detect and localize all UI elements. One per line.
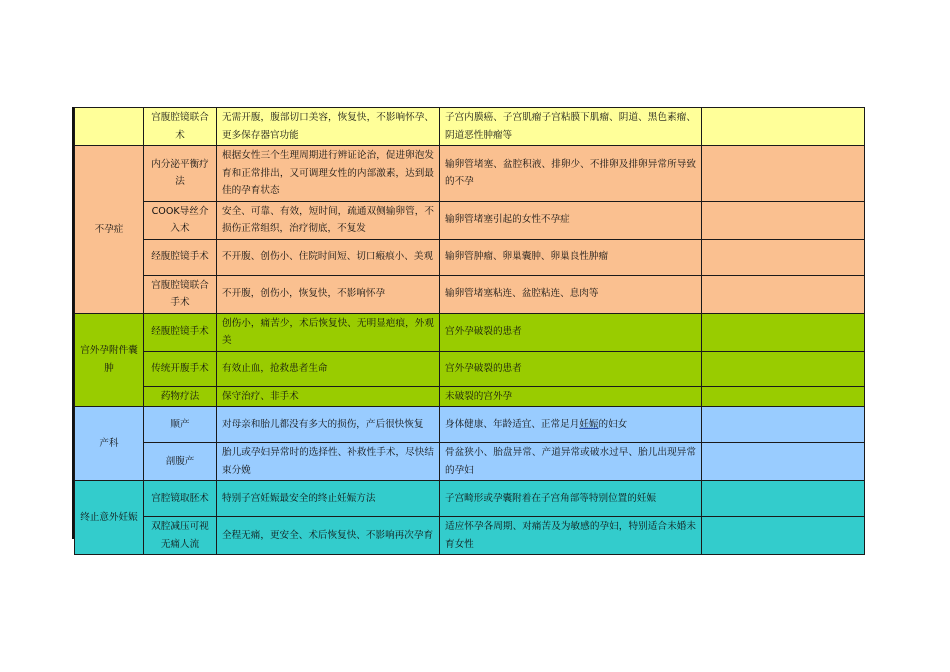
method-cell: 宫腹腔镜联合手术 (144, 275, 217, 313)
method-cell: 传统开腹手术 (144, 351, 217, 386)
indication-cell: 输卵管堵塞粘连、盆腔粘连、息肉等 (440, 275, 702, 313)
category-cell: 宫外孕附件囊肿 (75, 313, 144, 407)
description-cell: 对母亲和胎儿都没有多大的损伤，产后很快恢复 (217, 407, 440, 443)
method-cell: 药物疗法 (144, 386, 217, 407)
description-cell: 安全、可靠、有效，短时间，疏通双侧输卵管，不损伤正常组织，治疗彻底，不复发 (217, 201, 440, 239)
indication-cell: 宫外孕破裂的患者 (440, 351, 702, 386)
blank-cell (702, 313, 865, 351)
table-row (75, 108, 865, 146)
method-cell: 双腔减压可视无痛人流 (144, 517, 217, 555)
table-row (75, 146, 865, 202)
indication-cell: 输卵管堵塞引起的女性不孕症 (440, 201, 702, 239)
method-cell: 经腹腔镜手术 (144, 239, 217, 275)
indication-cell: 适应怀孕各周期、对痛苦及为敏感的孕妇，特别适合未婚未育女性 (440, 517, 702, 555)
table-row (75, 407, 865, 443)
table-row (75, 481, 865, 517)
table-row (75, 386, 865, 407)
method-cell: 顺产 (144, 407, 217, 443)
indication-cell: 未破裂的宫外孕 (440, 386, 702, 407)
table-row (75, 517, 865, 555)
description-cell: 无需开腹，腹部切口美容，恢复快，不影响怀孕、更多保存器官功能 (217, 108, 440, 146)
description-cell: 不开腹、创伤小、住院时间短、切口瘢痕小、美观 (217, 239, 440, 275)
blank-cell (702, 351, 865, 386)
description-cell: 保守治疗、非手术 (217, 386, 440, 407)
blank-cell (702, 275, 865, 313)
blank-cell (702, 108, 865, 146)
indication-cell: 子宫畸形或孕囊附着在子宫角部等特别位置的妊娠 (440, 481, 702, 517)
indication-cell: 宫外孕破裂的患者 (440, 313, 702, 351)
blank-cell (702, 239, 865, 275)
method-cell: 经腹腔镜手术 (144, 313, 217, 351)
table-row (75, 351, 865, 386)
method-cell: 宫腹腔镜联合术 (144, 108, 217, 146)
indication-cell (440, 407, 702, 443)
description-cell: 创伤小，痛苦少，术后恢复快、无明显疤痕，外观美 (217, 313, 440, 351)
treatment-table (74, 107, 865, 555)
description-cell: 根据女性三个生理周期进行辨证论治，促进卵泡发育和正常排出，又可调理女性的内部激素，达到最佳的孕育状态 (217, 146, 440, 202)
table-row (75, 275, 865, 313)
indication-cell: 输卵管肿瘤、卵巢囊肿、卵巢良性肿瘤 (440, 239, 702, 275)
indication-text: 的妇女 (598, 418, 628, 430)
method-cell: 内分泌平衡疗法 (144, 146, 217, 202)
blank-cell (702, 407, 865, 443)
blank-cell (702, 201, 865, 239)
method-cell: COOK导丝介入术 (144, 201, 217, 239)
blank-cell (702, 443, 865, 481)
indication-cell: 骨盆狭小、胎盘异常、产道异常或破水过早、胎儿出现异常的孕妇 (440, 443, 702, 481)
blank-cell (702, 386, 865, 407)
table-row (75, 239, 865, 275)
description-cell: 不开腹，创伤小，恢复快，不影响怀孕 (217, 275, 440, 313)
blank-cell (702, 517, 865, 555)
category-cell: 不孕症 (75, 146, 144, 314)
indication-cell: 输卵管堵塞、盆腔积液、排卵少、不排卵及排卵异常所导致的不孕 (440, 146, 702, 202)
blank-cell (702, 481, 865, 517)
indication-cell: 子宫内膜癌、子宫肌瘤子宫粘膜下肌瘤、阴道、黑色素瘤、阴道恶性肿瘤等 (440, 108, 702, 146)
method-cell: 剖腹产 (144, 443, 217, 481)
method-cell: 宫腔镜取胚术 (144, 481, 217, 517)
description-cell: 特别子宫妊娠最安全的终止妊娠方法 (217, 481, 440, 517)
blank-cell (702, 146, 865, 202)
table-row (75, 443, 865, 481)
underlined-term: 妊娠 (579, 418, 599, 430)
indication-text: 身体健康、年龄适宜、正常足月 (445, 418, 580, 430)
category-cell: 终止意外妊娠 (75, 481, 144, 555)
category-cell: 产科 (75, 407, 144, 481)
description-cell: 有效止血，抢救患者生命 (217, 351, 440, 386)
table-row (75, 201, 865, 239)
description-cell: 全程无痛，更安全、术后恢复快、不影响再次孕育 (217, 517, 440, 555)
description-cell: 胎儿或孕妇异常时的选择性、补救性手术，尽快结束分娩 (217, 443, 440, 481)
table-row (75, 313, 865, 351)
category-cell (75, 108, 144, 146)
